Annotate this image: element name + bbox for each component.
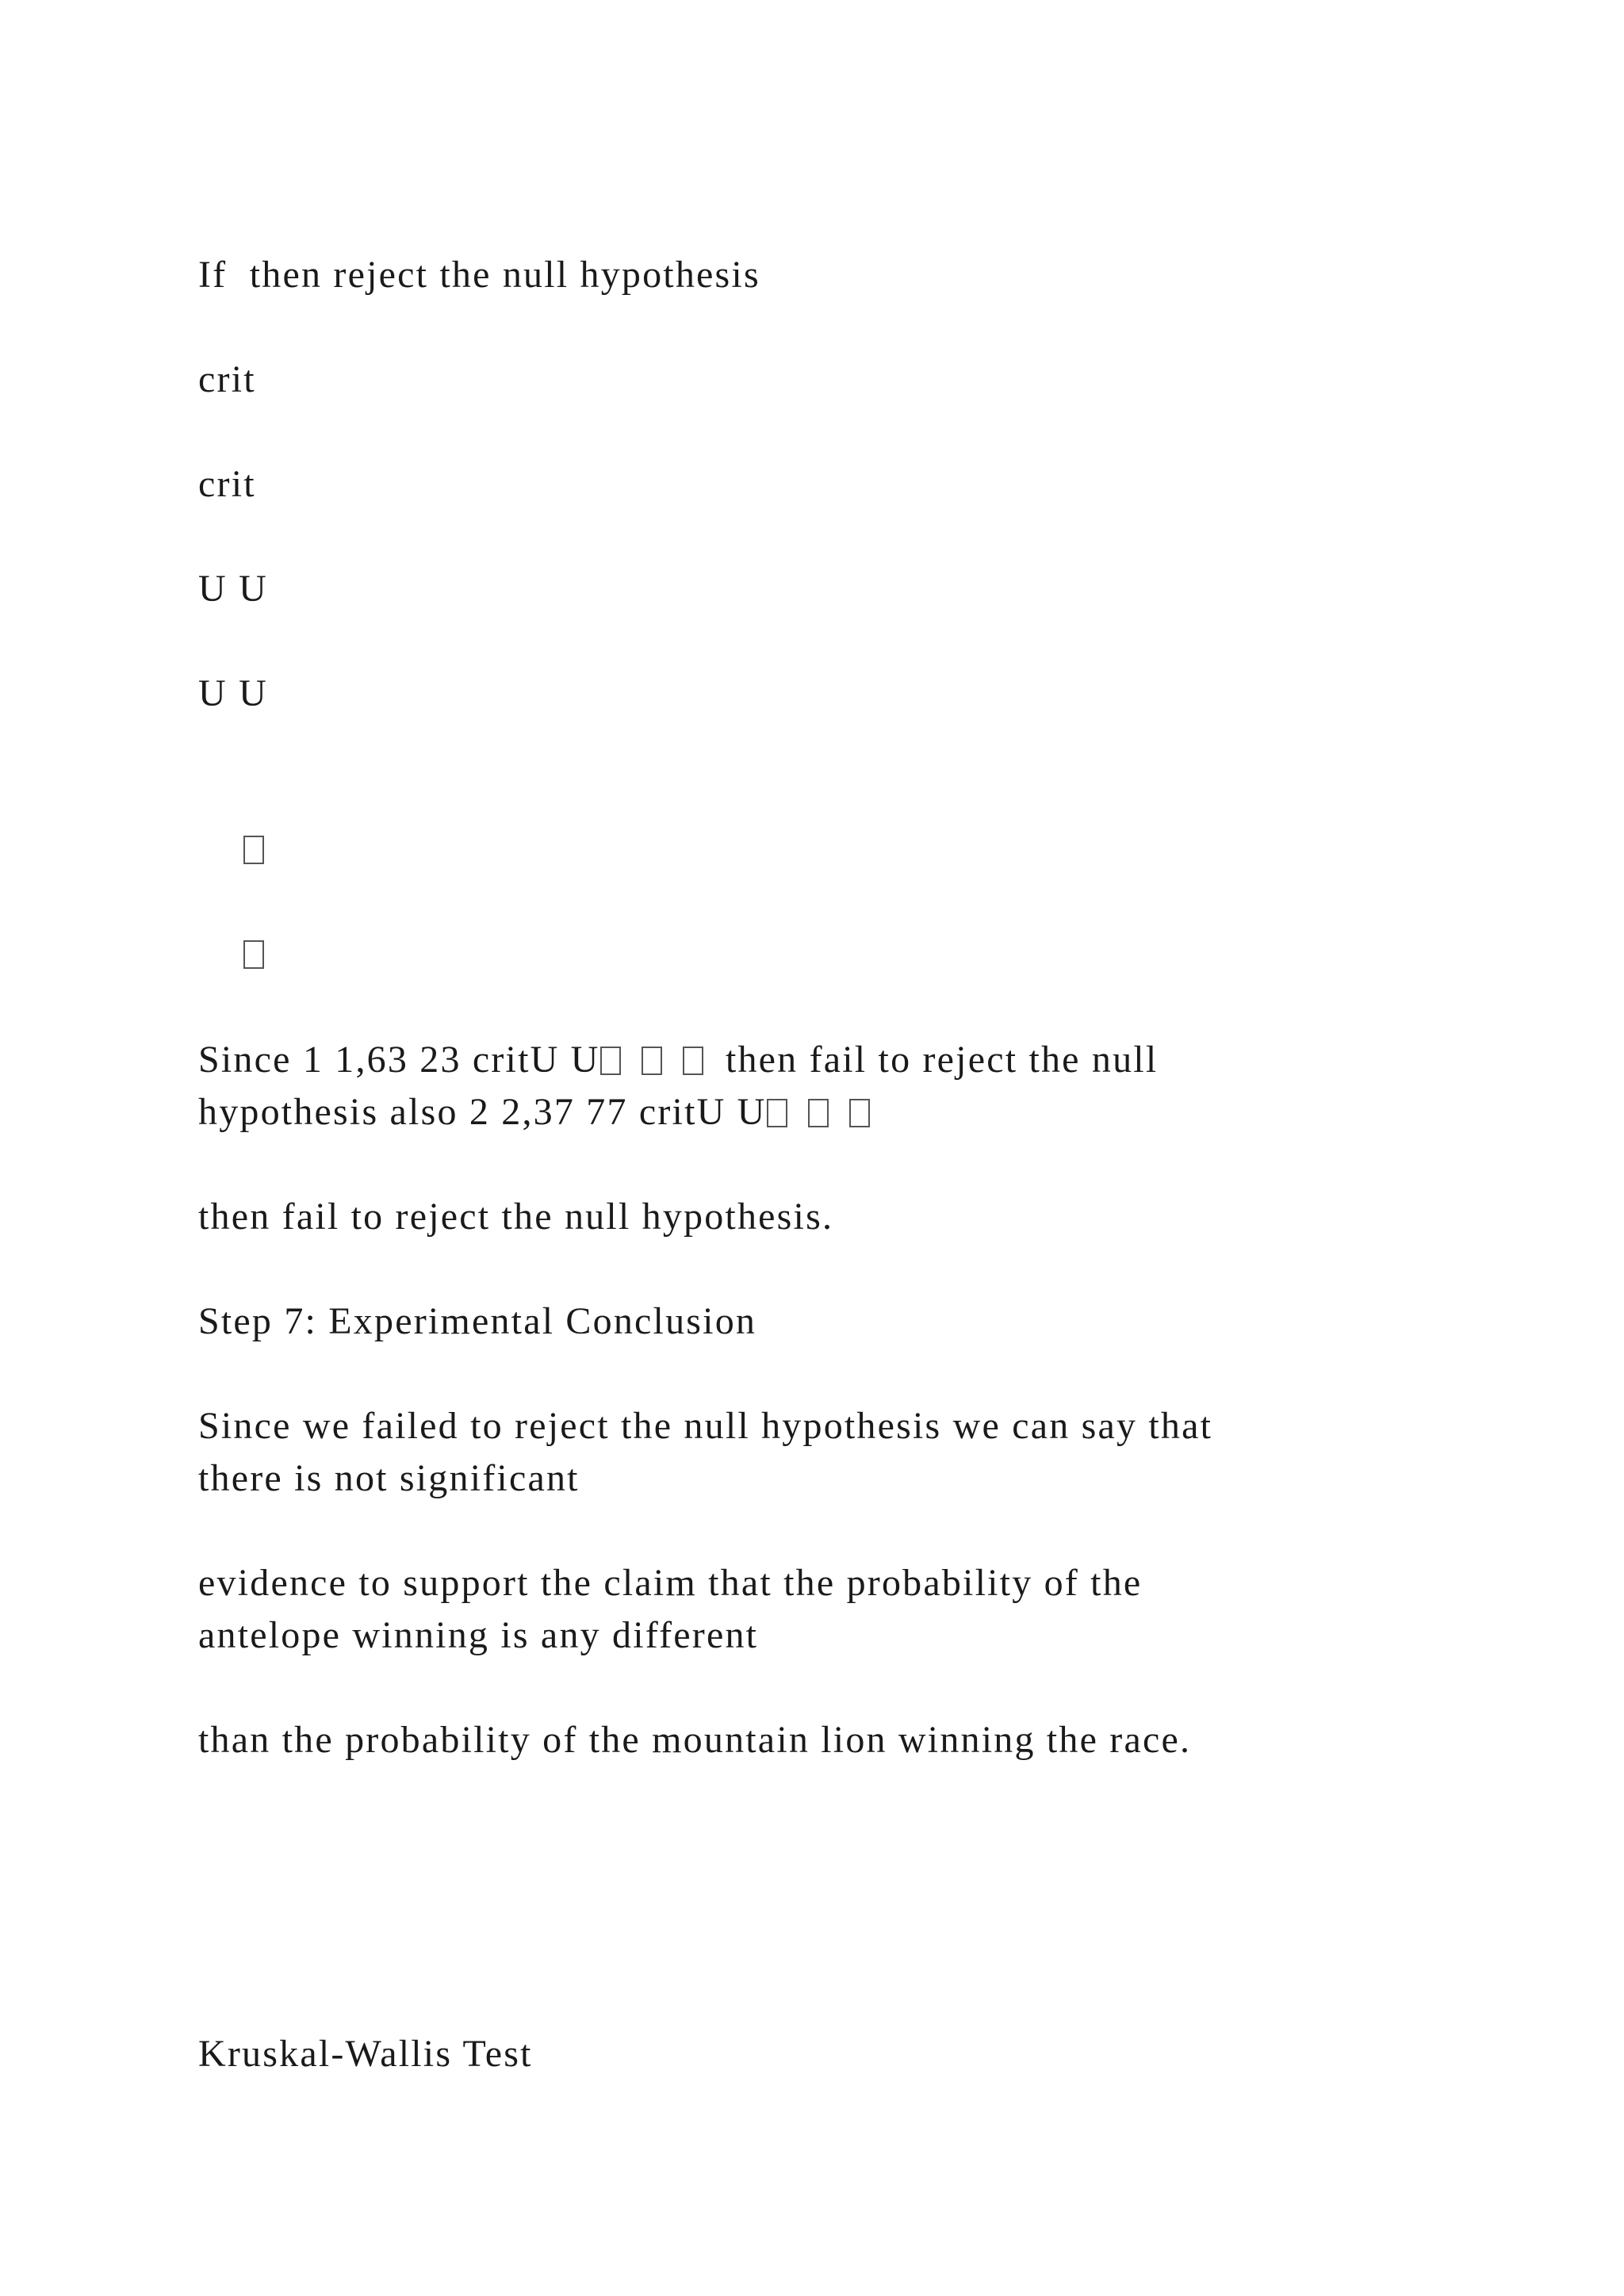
section-heading: Step 7: Experimental Conclusion bbox=[198, 1300, 757, 1342]
text-line bbox=[198, 1034, 1158, 1088]
missing-glyph-icon bbox=[683, 1047, 703, 1075]
section-heading: Kruskal-Wallis Test bbox=[198, 2033, 533, 2075]
text-line: If then reject the null hypothesis bbox=[198, 254, 760, 296]
missing-glyph-icon bbox=[600, 1047, 621, 1075]
text-line: Since we failed to reject the null hypothesis we can say that bbox=[198, 1405, 1213, 1447]
text-line: then fail to reject the null hypothesis. bbox=[198, 1196, 834, 1238]
missing-glyph-group bbox=[600, 1035, 703, 1088]
text-segment: then fail to reject the null bbox=[725, 1039, 1159, 1081]
text-line: evidence to support the claim that the probability of the bbox=[198, 1562, 1143, 1604]
text-line: than the probability of the mountain lion winning the race. bbox=[198, 1719, 1192, 1761]
missing-glyph-group bbox=[767, 1088, 870, 1140]
missing-glyph-line bbox=[198, 877, 264, 1034]
text-line: U U bbox=[198, 672, 268, 714]
text-segment: hypothesis also 2 2,37 77 critU U bbox=[198, 1091, 767, 1133]
text-line: crit bbox=[198, 463, 256, 505]
missing-glyph-icon bbox=[642, 1047, 662, 1075]
text-line: crit bbox=[198, 358, 256, 400]
text-line: there is not significant bbox=[198, 1457, 580, 1499]
text-line: antelope winning is any different bbox=[198, 1614, 759, 1656]
missing-glyph-icon bbox=[243, 836, 264, 864]
text-segment: Since 1 1,63 23 critU U bbox=[198, 1039, 600, 1081]
missing-glyph-icon bbox=[767, 1099, 787, 1127]
text-line bbox=[198, 1086, 870, 1140]
missing-glyph-icon bbox=[849, 1099, 870, 1127]
text-line: U U bbox=[198, 568, 268, 610]
missing-glyph-icon bbox=[808, 1099, 829, 1127]
missing-glyph-icon bbox=[243, 940, 264, 969]
